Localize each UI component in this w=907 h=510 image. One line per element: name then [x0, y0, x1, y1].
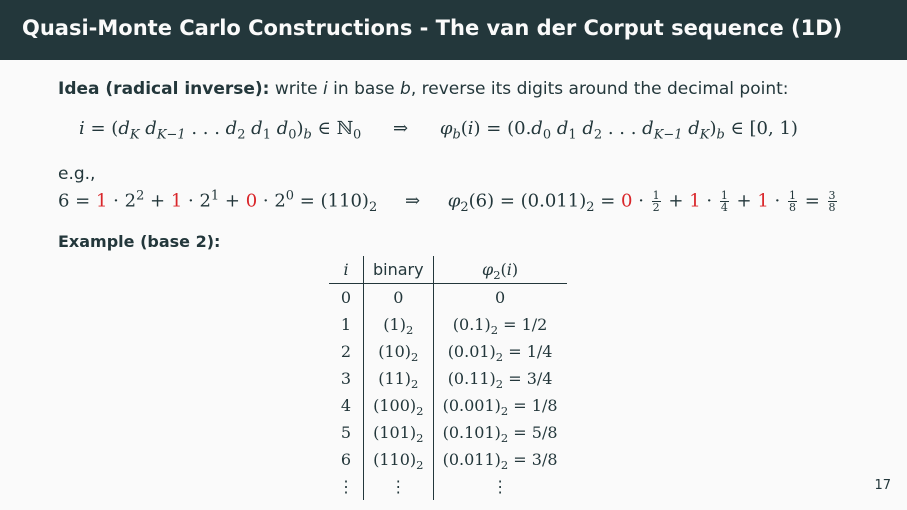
- van-der-corput-table: [329, 256, 567, 500]
- cell-i: 3: [329, 365, 364, 392]
- cell-binary: $(101)_2$: [364, 419, 434, 446]
- idea-text-2: in base: [327, 79, 401, 99]
- cell-phi: $(0.101)_2 = 5/8$: [442, 423, 558, 446]
- cell-binary: $(10)_2$: [364, 338, 434, 365]
- cell-binary: $(100)_2$: [364, 392, 434, 419]
- idea-text-3: , reverse its digits around the decimal point:: [410, 79, 789, 99]
- table-row: [329, 419, 567, 446]
- cell-phi: $(0.1)_2 = 1/2$: [452, 315, 548, 338]
- table-row: [329, 284, 567, 312]
- radical-inverse-formula: $i = (d_K$ $d_{K-1}$ . . . $d_2$ $d_1$ $d_0)_b$ ∈ ℕ$_0$ ⇒ $\varphi_b(i) = (0.d_0$ $d_1$ $d_2$ . . . $d_{K-1}$ $d_K)_b$ ∈ [0, 1): [79, 118, 798, 143]
- table-row: [329, 446, 567, 473]
- idea-var-b: b: [400, 79, 411, 99]
- idea-label: Idea (radical inverse):: [58, 79, 270, 99]
- cell-i: 6: [329, 446, 364, 473]
- cell-phi: $(0.11)_2 = 3/4$: [447, 369, 553, 392]
- cell-binary: $(1)_2$: [364, 311, 434, 338]
- slide-header: [0, 0, 907, 60]
- cell-phi: $(0.011)_2 = 3/8$: [442, 450, 558, 473]
- cell-binary: $(110)_2$: [364, 446, 434, 473]
- table-row: [329, 473, 567, 500]
- table-row: [329, 392, 567, 419]
- cell-i: 4: [329, 392, 364, 419]
- worked-example-formula: $6 = 1 \cdot 2^2 + 1 \cdot 2^1 + 0 \cdot 2^0 = (110)_2$ ⇒ $\varphi_2(6) = (0.011)_2 = 0$ · $\frac{1}{2}$ + 1 · $\frac{1}{4}$ + 1 · $\frac{1}{8}$ = $\frac{3}{8}$: [58, 188, 836, 216]
- page-number: 17: [874, 478, 891, 493]
- cell-phi: ⋮: [492, 477, 509, 496]
- cell-i: ⋮: [329, 473, 364, 500]
- column-header-phi: $\varphi_2(i)$: [433, 256, 566, 284]
- cell-i: 0: [329, 284, 364, 312]
- cell-i: 5: [329, 419, 364, 446]
- cell-phi: 0: [494, 288, 506, 307]
- table-row: [329, 338, 567, 365]
- cell-binary: $(11)_2$: [364, 365, 434, 392]
- table-header-row: [329, 256, 567, 284]
- example-label: Example (base 2):: [58, 232, 221, 251]
- cell-i: 1: [329, 311, 364, 338]
- cell-phi: $(0.001)_2 = 1/8$: [442, 396, 558, 419]
- column-header-i: i: [329, 256, 364, 284]
- cell-binary: ⋮: [364, 473, 434, 500]
- table-row: [329, 365, 567, 392]
- eg-label: e.g.,: [58, 164, 96, 184]
- idea-text-1: write: [274, 79, 324, 99]
- column-header-binary: binary: [364, 256, 434, 284]
- cell-binary: 0: [364, 284, 434, 312]
- cell-i: 2: [329, 338, 364, 365]
- idea-var-i: i: [323, 79, 328, 99]
- slide-title: Quasi-Monte Carlo Constructions - The van der Corput sequence (1D): [22, 16, 843, 40]
- cell-phi: $(0.01)_2 = 1/4$: [447, 342, 553, 365]
- idea-line: [58, 79, 789, 99]
- table-row: [329, 311, 567, 338]
